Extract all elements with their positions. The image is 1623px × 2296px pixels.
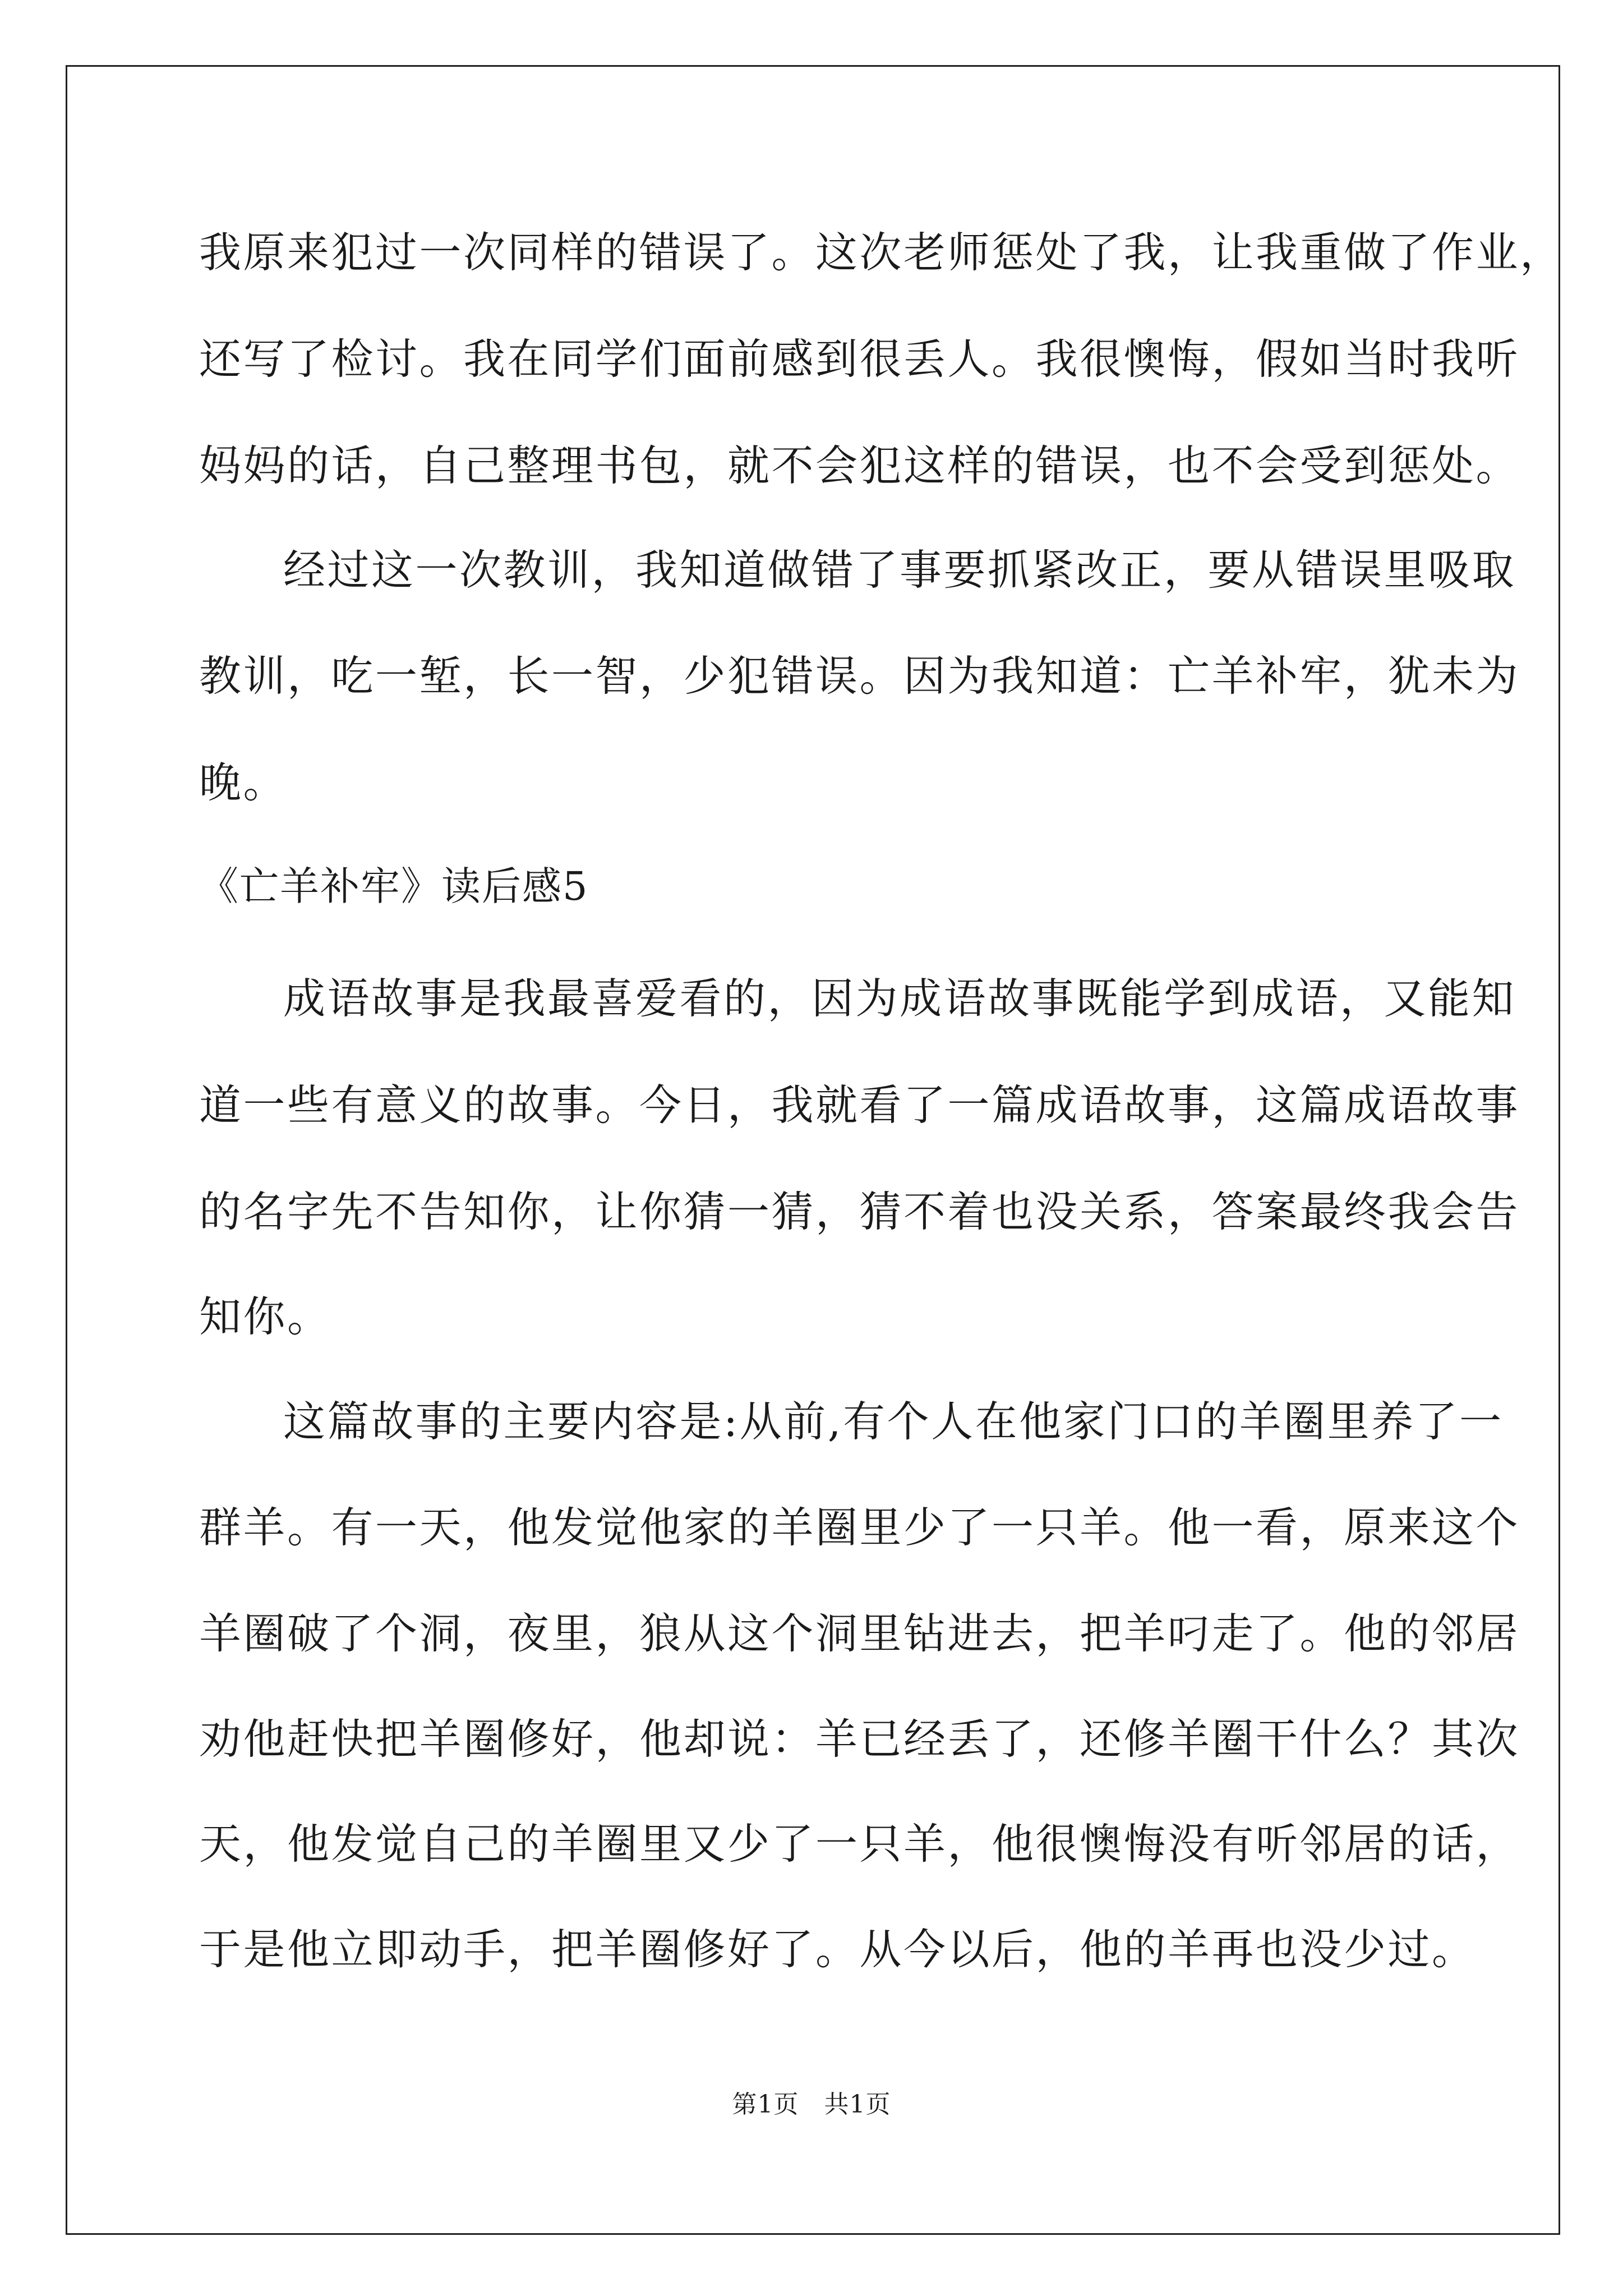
paragraph-1-line-2: 还写了检讨。我在同学们面前感到很丢人。我很懊悔，假如当时我听 <box>199 334 1520 384</box>
section-heading: 《亡羊补牢》读后感5 <box>199 863 589 909</box>
paragraph-1-line-3: 妈妈的话，自己整理书包，就不会犯这样的错误，也不会受到惩处。 <box>199 441 1520 490</box>
paragraph-4-line-4: 劝他赶快把羊圈修好，他却说：羊已经丢了，还修羊圈干什么？其次 <box>199 1714 1520 1764</box>
page-number-footer: 第1页 共1页 <box>732 2090 891 2119</box>
paragraph-3-line-3: 的名字先不告知你，让你猜一猜，猜不着也没关系，答案最终我会告 <box>199 1187 1520 1236</box>
page-border <box>66 65 1560 2235</box>
paragraph-4-line-3: 羊圈破了个洞，夜里，狼从这个洞里钻进去，把羊叼走了。他的邻居 <box>199 1609 1520 1658</box>
paragraph-3-line-2: 道一些有意义的故事。今日，我就看了一篇成语故事，这篇成语故事 <box>199 1080 1520 1130</box>
paragraph-4-line-6: 于是他立即动手，把羊圈修好了。从今以后，他的羊再也没少过。 <box>199 1925 1476 1974</box>
paragraph-1-line-1: 我原来犯过一次同样的错误了。这次老师惩处了我，让我重做了作业， <box>199 228 1564 277</box>
paragraph-4-line-1: 这篇故事的主要内容是:从前,有个人在他家门口的羊圈里养了一 <box>283 1397 1504 1446</box>
paragraph-4-line-2: 群羊。有一天，他发觉他家的羊圈里少了一只羊。他一看，原来这个 <box>199 1503 1520 1552</box>
paragraph-2-line-2: 教训，吃一堑，长一智，少犯错误。因为我知道：亡羊补牢，犹未为 <box>199 651 1520 701</box>
paragraph-2-line-3: 晚。 <box>199 758 288 807</box>
paragraph-3-line-1: 成语故事是我最喜爱看的，因为成语故事既能学到成语，又能知 <box>283 974 1516 1023</box>
paragraph-2-line-1: 经过这一次教训，我知道做错了事要抓紧改正，要从错误里吸取 <box>283 545 1516 595</box>
paragraph-4-line-5: 天，他发觉自己的羊圈里又少了一只羊，他很懊悔没有听邻居的话， <box>199 1819 1520 1869</box>
paragraph-3-line-4: 知你。 <box>199 1292 331 1341</box>
